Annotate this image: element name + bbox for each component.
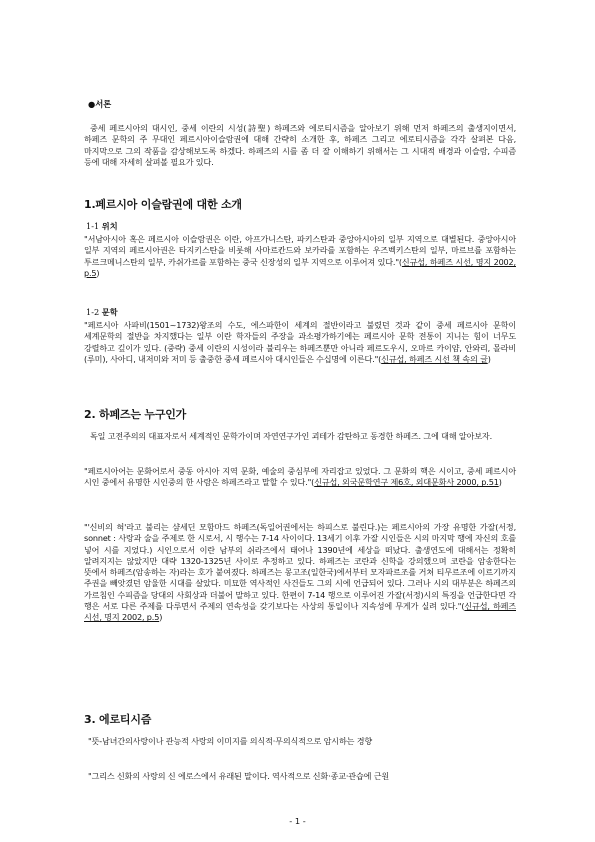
quote-text: "페르시아 사파비(1501~1732)왕조의 수도, 에스파한이 세계의 절반이라고 불렸던 것과 같이 중세 페르시아 문학이 세계문학의 절반을 차지했다는 일부 이란 학자들의 주장을 과소평가하기에는 페르시아 문학 전통이 지니는 힘이 너무도 강렬하고 깊이가 있다. (중략) 중세 이란의 시성이라 불리우는 하페즈뿐만 아니라 페르도우시, 오마르 카이얌, 안와리, 몰라비(루미), 사아디, 내저미와 저미 등 출중한 중세 페르시아 대시인들은 수십명에 이른다."( xyxy=(84,320,516,364)
quote-text: "페르시아어는 문화어로서 중동 아시아 지역 문화, 예술의 중심부에 자리잡고 있었다. 그 문화의 핵은 시이고, 중세 페르시아 시인 중에서 유명한 시인중의 한 사람은 하페즈라고 말할 수 있다."( xyxy=(84,466,516,488)
section-1-quote-2: "페르시아 사파비(1501~1732)왕조의 수도, 에스파한이 세계의 절반이라고 불렸던 것과 같이 중세 페르시아 문학이 세계문학의 절반을 차지했다는 일부 이란 학자들의 주장을 과소평가하기에는 페르시아 문학 전통이 지니는 힘이 너무도 강렬하고 깊이가 있다. (중략) 중세 이란의 시성이라 불리우는 하페즈뿐만 아니라 페르도우시, 오마르 카이얌, 안와리, 몰라비(루미), 사아디, 내저미와 저미 등 출중한 중세 페르시아 대시인들은 수십명에 이른다."(신규섭, 하페즈 시선 책 속의 글) xyxy=(84,320,516,364)
subsection-1-2-number: 1-2 xyxy=(86,307,100,317)
section-3-paragraph: "그리스 신화의 사랑의 신 에로스에서 유래된 말이다. 역사적으로 신화·종교·관습에 근원 xyxy=(88,771,390,781)
section-2-quote-1: "페르시아어는 문화어로서 중동 아시아 지역 문화, 예술의 중심부에 자리잡고 있었다. 그 문화의 핵은 시이고, 중세 페르시아 시인 중에서 유명한 시인중의 한 사람은 하페즈라고 말할 수 있다."(신규섭, 외국문학연구 제6호, 외대문화사 2000, p.51) xyxy=(84,466,516,488)
citation: 신규섭, 하페즈 시선, 명지 2002, p.5 xyxy=(84,256,516,278)
section-3-title: 3. 에로티시즘 xyxy=(84,713,152,726)
citation: 신규섭, 하페즈 시선 책 속의 글 xyxy=(381,353,488,364)
section-2-title: 2. 하페즈는 누구인가 xyxy=(84,408,187,421)
page-number: - 1 - xyxy=(289,816,306,826)
subsection-1-1-number: 1-1 xyxy=(86,221,100,231)
citation: 신규섭, 하페즈 시선, 명지 2002, p.5 xyxy=(84,601,516,623)
subsection-1-1-heading xyxy=(86,221,118,232)
section-2-quote-2: "'신비의 혀'라고 불리는 샴세딘 모함마드 하페즈(독일어권에서는 하피스로 불린다.)는 페르시아의 가장 유명한 가잘(서정, sonnet : 사랑과 술을 주제로 한 시로서, 시 행수는 7-14 사이이다. 13세기 이후 가잘 시인들은 시의 마지막 행에 자신의 호를 넣어 시를 지었다.) 시인으로서 이란 남부의 쉬라즈에서 태어나 1390년에 세상을 떠났다. 출생연도에 대해서는 정확히 알려지지는 않았지만 대략 1320-1325년 사이로 추정하고 있다. 하페즈는 코란과 신학을 강의했으며 코란을 암송한다는 뜻에서 하페즈(암송하는 자)라는 호가 붙여졌다. 하페즈는 몽고조(일한국)에서부터 모자파르조를 거쳐 티무르조에 이르기까지 주권을 빼앗겼던 암울한 시대를 살았다. 미묘한 역사적인 사건들도 그의 시에 언급되어 있다. 그러나 시의 대부분은 하페즈의 가르침인 수피즘을 당대의 사회상과 더불어 말하고 있다. 한편이 7-14 행으로 이루어진 가잘(서정)시의 특징을 언급한다면 각 행은 서로 다른 주제를 다루면서 주제의 연속성을 갖기보다는 사상의 통일이나 지속성에 무게가 실려 있다."(신규섭, 하페즈 시선, 명지 2002, p.5) xyxy=(84,522,516,623)
subsection-1-2-label: 문학 xyxy=(101,307,118,317)
quote-text: "'신비의 혀'라고 불리는 샴세딘 모함마드 하페즈(독일어권에서는 하피스로 불린다.)는 페르시아의 가장 유명한 가잘(서정, sonnet : 사랑과 술을 주제로 한 시로서, 시 행수는 7-14 사이이다. 13세기 이후 가잘 시인들은 시의 마지막 행에 자신의 호를 넣어 시를 지었다.) 시인으로서 이란 남부의 쉬라즈에서 태어나 1390년에 세상을 떠났다. 출생연도에 대해서는 정확히 알려지지는 않았지만 대략 1320-1325년 사이로 추정하고 있다. 하페즈는 코란과 신학을 강의했으며 코란을 암송한다는 뜻에서 하페즈(암송하는 자)라는 호가 붙여졌다. 하페즈는 몽고조(일한국)에서부터 모자파르조를 거쳐 티무르조에 이르기까지 주권을 빼앗겼던 암울한 시대를 살았다. 미묘한 역사적인 사건들도 그의 시에 언급되어 있다. 그러나 시의 대부분은 하페즈의 가르침인 수피즘을 당대의 사회상과 더불어 말하고 있다. 한편이 7-14 행으로 이루어진 가잘(서정)시의 특징을 언급한다면 각 행은 서로 다른 주제를 다루면서 주제의 연속성을 갖기보다는 사상의 통일이나 지속성에 무게가 실려 있다."( xyxy=(84,522,516,612)
intro-heading: ●서론 xyxy=(88,99,112,109)
section-3-definition: "뜻-남녀간의사랑이나 관능적 사랑의 이미지를 의식적·무의식적으로 암시하는 경향 xyxy=(88,736,373,746)
section-1-title: 1.페르시아 이슬람권에 대한 소개 xyxy=(84,198,242,211)
section-1-quote-1: "서남아시아 혹은 페르시아 이슬람권은 이란, 아프가니스탄, 파키스탄과 중앙아시아의 일부 지역으로 대별된다. 중앙아시아 일부 지역의 페르시아권은 타지키스탄을 비롯해 사마르칸드와 보카라를 포함하는 우즈벡키스탄의 일부, 마르브를 포함하는 투르크메니스탄의 일부, 카쉬가르를 포함하는 중국 신장성의 일부 지역으로 이루어져 있다."(신규섭, 하페즈 시선, 명지 2002, p.5) xyxy=(84,234,516,278)
intro-paragraph: 중세 페르시아의 대시인, 중세 이란의 시성(詩聖) 하페즈와 에로티시즘을 알아보기 위해 먼저 하페즈의 출생지이면서, 하페즈 문학의 주 무대인 페르시아이슬람권에 대해 간략히 소개한 후, 하페즈 그리고 에로티시즘을 각각 살펴본 다음, 마지막으로 그의 작품을 감상해보도록 하겠다. 하페즈의 시를 좀 더 잘 이해하기 위해서는 그 시대적 배경과 이슬람, 수피즘 등에 대해 자세히 살펴볼 필요가 있다. xyxy=(84,123,516,167)
quote-text: "서남아시아 혹은 페르시아 이슬람권은 이란, 아프가니스탄, 파키스탄과 중앙아시아의 일부 지역으로 대별된다. 중앙아시아 일부 지역의 페르시아권은 타지키스탄을 비롯해 사마르칸드와 보카라를 포함하는 우즈벡키스탄의 일부, 마르브를 포함하는 투르크메니스탄의 일부, 카쉬가르를 포함하는 중국 신장성의 일부 지역으로 이루어져 있다."( xyxy=(84,234,516,267)
section-2-intro: 독일 고전주의의 대표자로서 세계적인 문학가이며 자연연구가인 괴테가 감탄하고 동경한 하페즈. 그에 대해 알아보자. xyxy=(90,431,493,441)
subsection-1-2-heading xyxy=(86,307,118,318)
subsection-1-1-label: 위치 xyxy=(101,221,118,231)
citation: 신규섭, 외국문학연구 제6호, 외대문화사 2000, p.51 xyxy=(314,477,499,488)
